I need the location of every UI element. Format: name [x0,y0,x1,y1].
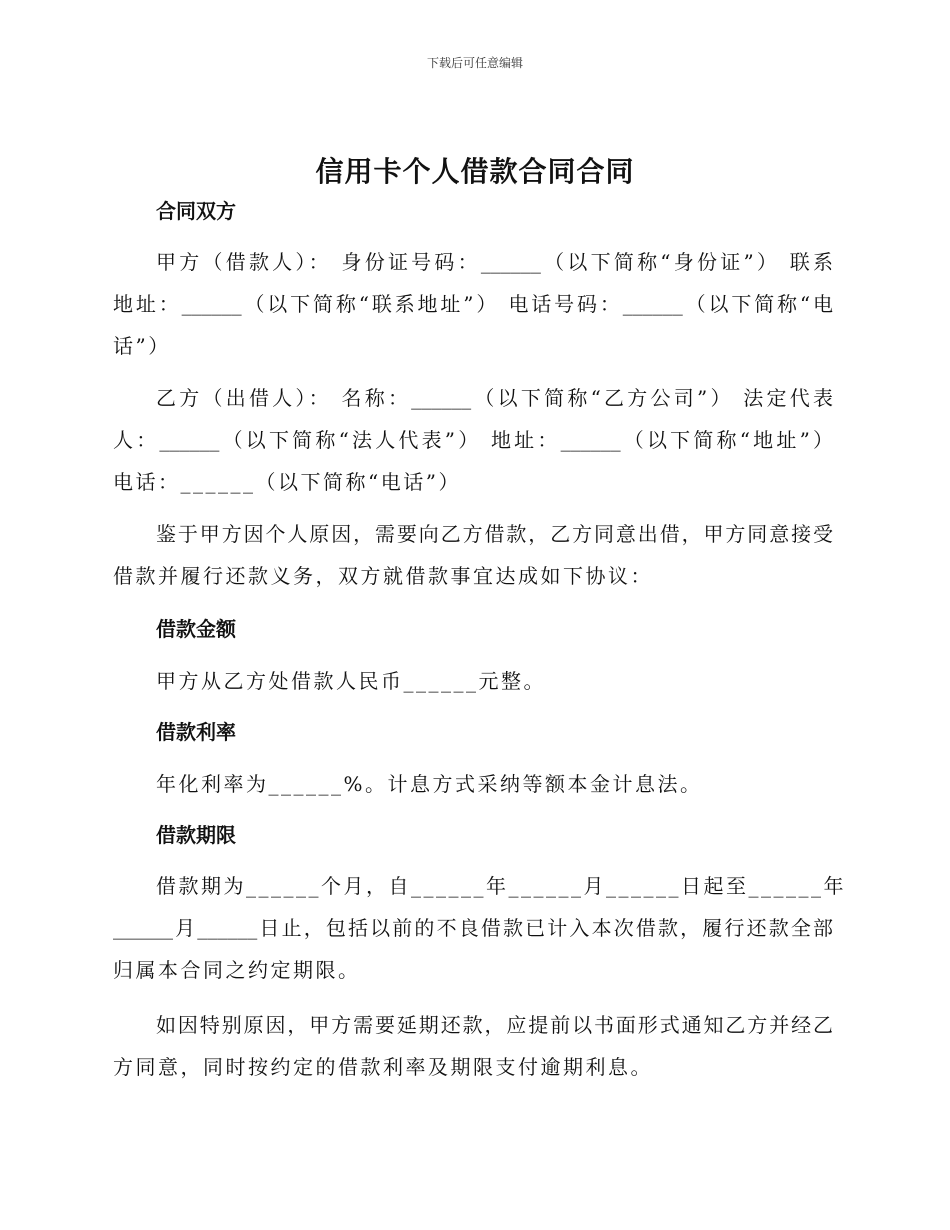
heading-loan-amount: 借款金额 [156,617,236,641]
extension-line-1: 如因特别原因，甲方需要延期还款，应提前以书面形式通知乙方并经乙 [156,1013,833,1037]
term-paragraph [113,865,846,991]
heading-loan-term: 借款期限 [156,823,236,847]
term-line-3: 归属本合同之约定期限。 [113,958,361,982]
document-title: 信用卡个人借款合同合同 [315,155,635,188]
party-b-line-3: 电话：______（以下简称“电话”） [113,470,461,494]
party-a-line-1: 甲方（借款人）： 身份证号码：______（以下简称“身份证”） 联系 [156,250,833,274]
party-a-line-2: 地址：______（以下简称“联系地址”） 电话号码：______（以下简称“电 [113,292,833,316]
preamble-line-1: 鉴于甲方因个人原因，需要向乙方借款，乙方同意出借，甲方同意接受 [156,522,833,546]
amount-paragraph [113,660,833,702]
rate-text: 年化利率为______%。计息方式采纳等额本金计息法。 [156,772,703,796]
preamble-paragraph [113,513,833,597]
party-a-paragraph [113,241,833,367]
rate-paragraph [113,763,833,805]
preamble-line-2: 借款并履行还款义务，双方就借款事宜达成如下协议： [113,564,653,588]
heading-interest-rate: 借款利率 [156,720,236,744]
party-b-line-1: 乙方（出借人）： 名称：______（以下简称“乙方公司”） 法定代表 [156,386,833,410]
term-line-1: 借款期为______个月，自______年______月______日起至______年 [156,874,846,898]
party-b-line-2: 人：______（以下简称“法人代表”） 地址：______（以下简称“地址”） [113,428,833,452]
page-header-note: 下载后可任意编辑 [426,56,523,70]
heading-parties: 合同双方 [156,199,236,223]
extension-paragraph [113,1004,833,1088]
amount-text: 甲方从乙方处借款人民币______元整。 [156,669,546,693]
term-line-2: ______月______日止，包括以前的不良借款已计入本次借款，履行还款全部 [113,916,833,940]
extension-line-2: 方同意，同时按约定的借款利率及期限支付逾期利息。 [113,1055,653,1079]
party-b-paragraph [113,377,833,503]
party-a-line-3: 话”） [113,334,171,358]
